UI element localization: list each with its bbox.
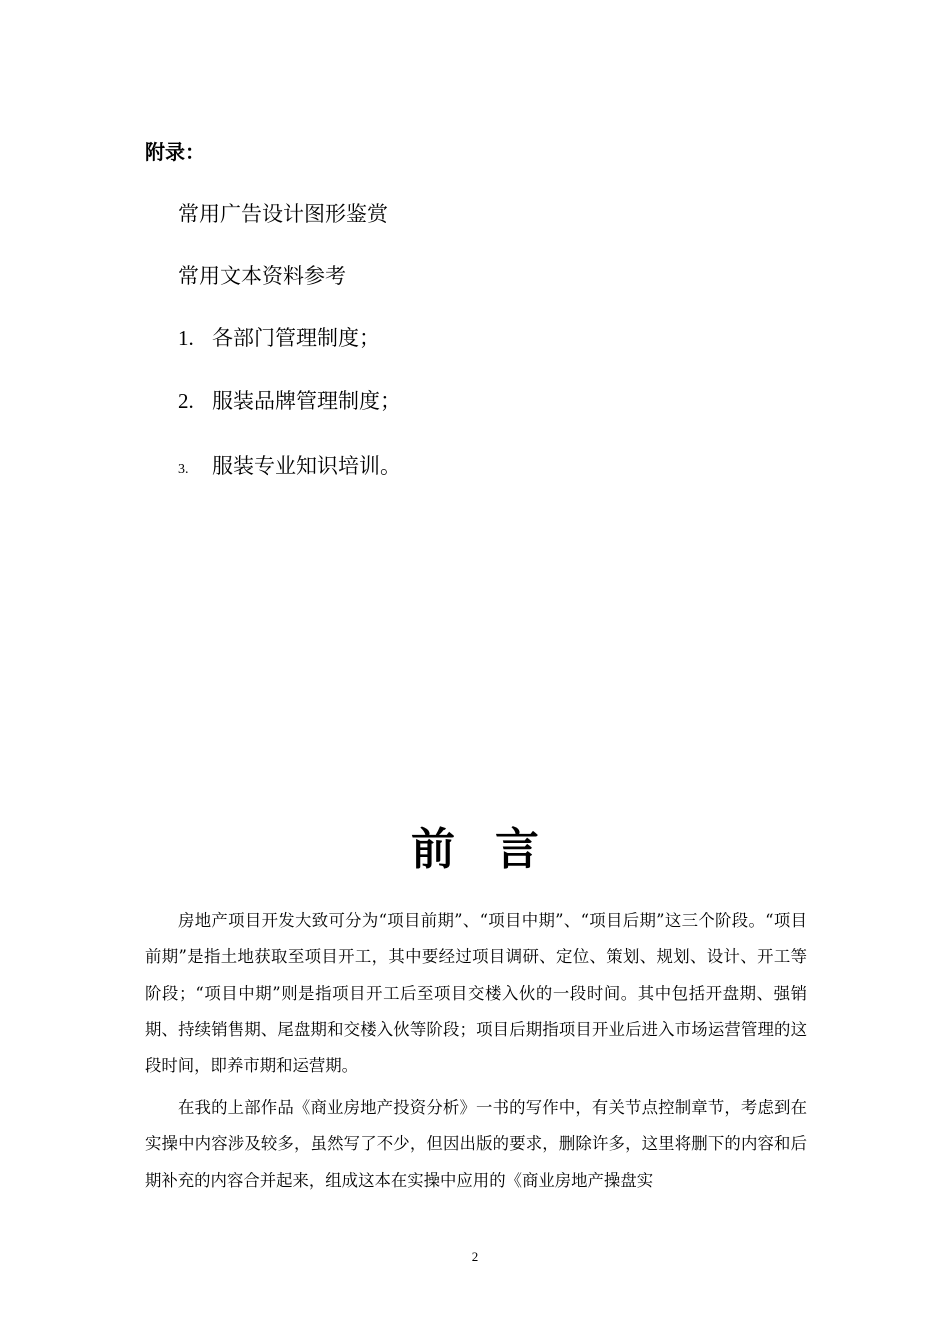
preface-paragraph: 在我的上部作品《商业房地产投资分析》一书的写作中，有关节点控制章节，考虑到在实操中内容涉及较多，虽然写了不少，但因出版的要求，删除许多，这里将删下的内容和后期补充的内容合并起来，组成这本在实操中应用的《商业房地产操盘实 [145,1098,807,1190]
list-item-text: 服装专业知识培训。 [212,454,401,478]
appendix-list-item [178,324,380,352]
preface-paragraph: 房地产项目开发大致可分为“项目前期”、“项目中期”、“项目后期”这三个阶段。“项目前期”是指土地获取至项目开工，其中要经过项目调研、定位、策划、规划、设计、开工等阶段；“项目中期”则是指项目开工后至项目交楼入伙的一段时间。其中包括开盘期、强销期、持续销售期、尾盘期和交楼入伙等阶段；项目后期指项目开业后进入市场运营管理的这段时间，即养市期和运营期。 [145,911,807,1076]
list-item-text: 各部门管理制度； [212,326,380,350]
appendix-item-text: 常用文本资料参考 [178,264,346,288]
appendix-heading: 附录： [145,140,205,164]
appendix-item-text: 常用广告设计图形鉴赏 [178,202,388,226]
page-number: 2 [471,1249,479,1264]
appendix-list-item [178,452,401,484]
appendix-list-item [178,387,401,415]
list-number: 3. [178,462,189,477]
list-number: 1. [178,326,194,350]
list-item-text: 服装品牌管理制度； [212,389,401,413]
list-number: 2. [178,389,194,413]
preface-title: 前言 [411,824,579,875]
appendix-item [178,262,346,290]
appendix-item [178,200,388,228]
